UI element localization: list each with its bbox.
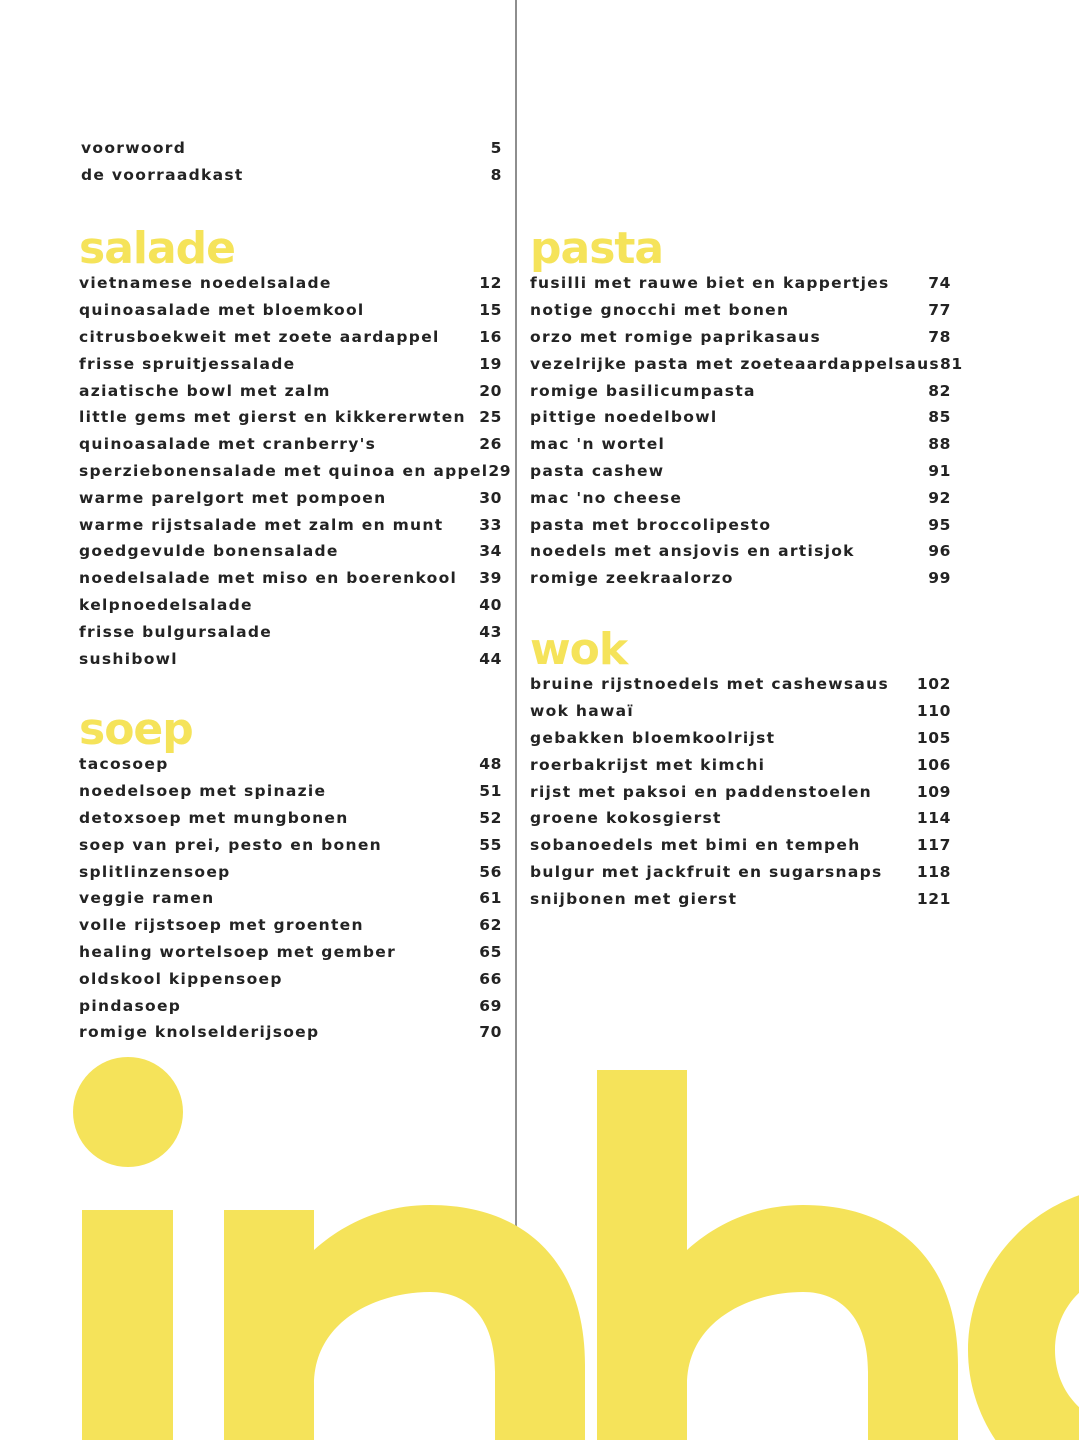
entry-title: sushibowl [79,649,178,668]
entry-title: wok hawaï [530,702,634,721]
entry-title: veggie ramen [79,889,215,908]
entry-page: 12 [479,274,502,293]
entry-page: 56 [479,862,502,881]
entry-page: 30 [479,488,502,507]
entry-page: 91 [928,461,951,480]
toc-entry[interactable] [79,965,502,992]
toc-entry[interactable] [79,511,502,538]
entry-page: 118 [916,862,951,881]
entry-title: groene kokosgierst [530,809,722,828]
entry-title: voorwoord [81,139,187,158]
toc-entry[interactable] [530,859,951,886]
toc-entry[interactable] [530,484,951,511]
toc-entry[interactable] [530,511,951,538]
entry-title: detoxsoep met mungbonen [79,808,349,827]
entry-page: 34 [479,542,502,561]
entry-title: pasta cashew [530,461,665,480]
entry-page: 81 [939,354,963,373]
toc-entry[interactable] [530,324,951,351]
entry-page: 88 [928,435,951,454]
entry-title: splitlinzensoep [79,862,231,881]
toc-entry[interactable] [530,778,951,805]
entry-page: 70 [479,1023,502,1042]
entry-page: 117 [916,836,951,855]
entry-page: 20 [479,381,502,400]
entry-page: 29 [488,461,512,480]
entry-title: pasta met broccolipesto [530,515,772,534]
entry-title: snijbonen met gierst [530,889,738,908]
toc-entry[interactable] [79,324,502,351]
entry-page: 99 [928,569,951,588]
entry-page: 44 [479,649,502,668]
toc-entry[interactable] [79,431,502,458]
toc-entry[interactable] [79,939,502,966]
entry-title: noedels met ansjovis en artisjok [530,542,855,561]
entry-title: pittige noedelbowl [530,408,718,427]
entry-title: pindasoep [79,996,182,1015]
entry-page: 5 [490,139,502,158]
toc-entry[interactable] [530,751,951,778]
entry-page: 78 [928,327,951,346]
entry-page: 40 [479,595,502,614]
entry-title: soep van prei, pesto en bonen [79,835,382,854]
toc-entry[interactable] [79,350,502,377]
entry-page: 105 [916,728,951,747]
entry-title: romige zeekraalorzo [530,569,734,588]
entry-title: volle rijstsoep met groenten [79,916,364,935]
entry-page: 16 [479,327,502,346]
entry-list [79,270,512,672]
entry-title: notige gnocchi met bonen [530,301,790,320]
toc-entry[interactable] [530,885,951,912]
entry-page: 106 [916,755,951,774]
entry-title: de voorraadkast [81,166,244,185]
toc-entry[interactable] [530,404,951,431]
toc-entry[interactable] [79,778,502,805]
toc-entry[interactable] [79,297,502,324]
entry-page: 114 [916,809,951,828]
entry-title: noedelsoep met spinazie [79,782,327,801]
entry-title: bruine rijstnoedels met cashewsaus [530,675,890,694]
entry-page: 110 [916,702,951,721]
toc-entry[interactable] [530,377,951,404]
entry-title: oldskool kippensoep [79,969,283,988]
entry-page: 33 [479,515,502,534]
toc-entry[interactable] [530,805,951,832]
entry-title: sobanoedels met bimi en tempeh [530,836,861,855]
entry-page: 92 [928,488,951,507]
entry-title: little gems met gierst en kikkererwten [79,408,466,427]
entry-title: healing wortelsoep met gember [79,942,397,961]
entry-title: goedgevulde bonensalade [79,542,339,561]
entry-page: 65 [479,942,502,961]
entry-page: 39 [479,569,502,588]
entry-page: 121 [916,889,951,908]
entry-title: fusilli met rauwe biet en kappertjes [530,274,890,293]
entry-title: noedelsalade met miso en boerenkool [79,569,458,588]
section-salade [79,223,512,672]
entry-page: 66 [479,969,502,988]
entry-title: citrusboekweit met zoete aardappel [79,327,440,346]
entry-title: gebakken bloemkoolrijst [530,728,776,747]
toc-entry[interactable] [79,805,502,832]
toc-entry[interactable] [79,912,502,939]
toc-entry[interactable] [79,270,502,297]
entry-page: 102 [916,675,951,694]
entry-title: sperziebonensalade met quinoa en appel [79,461,489,480]
section-heading: soep [79,704,193,755]
toc-entry[interactable] [79,858,502,885]
entry-title: mac 'no cheese [530,488,683,507]
section-pasta [530,223,963,592]
entry-list [530,270,963,592]
entry-title: vezelrijke pasta met zoeteaardappelsaus [530,354,940,373]
toc-entry[interactable] [79,831,502,858]
toc-entry[interactable] [530,565,951,592]
toc-entry[interactable] [79,751,502,778]
entry-title: kelpnoedelsalade [79,595,253,614]
section-wok [530,624,951,912]
entry-page: 82 [928,381,951,400]
toc-entry[interactable] [79,404,502,431]
entry-title: roerbakrijst met kimchi [530,755,766,774]
toc-entry[interactable] [81,135,502,162]
toc-entry[interactable] [530,538,951,565]
entry-page: 96 [928,542,951,561]
toc-entry[interactable] [530,832,951,859]
entry-page: 25 [479,408,502,427]
entry-page: 43 [479,622,502,641]
toc-entry[interactable] [79,592,502,619]
entry-title: frisse bulgursalade [79,622,273,641]
big-title-inho [0,1000,1079,1440]
entry-title: romige knolselderijsoep [79,1023,320,1042]
entry-page: 15 [479,301,502,320]
section-heading: wok [530,624,628,675]
entry-page: 109 [916,782,951,801]
toc-entry[interactable] [79,484,502,511]
entry-page: 85 [928,408,951,427]
toc-entry[interactable] [79,377,502,404]
toc-entry[interactable] [530,725,951,752]
section-heading: salade [79,223,235,274]
big-title-letters [73,1057,1079,1440]
entry-list [530,671,951,912]
toc-entry[interactable] [79,618,502,645]
intro-list [81,135,502,189]
toc-entry[interactable] [530,698,951,725]
entry-title: warme rijstsalade met zalm en munt [79,515,444,534]
entry-page: 62 [479,916,502,935]
toc-entry[interactable] [79,458,512,485]
entry-page: 95 [928,515,951,534]
toc-entry[interactable] [530,458,951,485]
entry-page: 55 [479,835,502,854]
entry-title: bulgur met jackfruit en sugarsnaps [530,862,883,881]
entry-page: 74 [928,274,951,293]
entry-page: 69 [479,996,502,1015]
entry-title: frisse spruitjessalade [79,354,296,373]
entry-title: warme parelgort met pompoen [79,488,387,507]
toc-entry[interactable] [79,565,502,592]
entry-title: tacosoep [79,755,169,774]
entry-page: 19 [479,354,502,373]
entry-title: quinoasalade met cranberry's [79,435,377,454]
entry-page: 61 [479,889,502,908]
entry-title: vietnamese noedelsalade [79,274,332,293]
entry-page: 52 [479,808,502,827]
entry-page: 26 [479,435,502,454]
toc-entry[interactable] [530,350,963,377]
toc-entry[interactable] [81,162,502,189]
section-heading: pasta [530,223,664,274]
toc-entry[interactable] [530,431,951,458]
entry-page: 51 [479,782,502,801]
toc-entry[interactable] [79,645,502,672]
toc-entry[interactable] [79,538,502,565]
entry-title: quinoasalade met bloemkool [79,301,365,320]
big-title-graphic [0,1000,1079,1440]
toc-entry[interactable] [79,885,502,912]
entry-title: rijst met paksoi en paddenstoelen [530,782,873,801]
toc-entry[interactable] [530,297,951,324]
entry-title: romige basilicumpasta [530,381,756,400]
toc-entry[interactable] [530,671,951,698]
toc-entry[interactable] [530,270,951,297]
entry-page: 48 [479,755,502,774]
section-soep [79,704,502,1046]
entry-page: 8 [490,166,502,185]
entry-page: 77 [928,301,951,320]
entry-title: orzo met romige paprikasaus [530,327,822,346]
entry-title: mac 'n wortel [530,435,666,454]
entry-title: aziatische bowl met zalm [79,381,331,400]
